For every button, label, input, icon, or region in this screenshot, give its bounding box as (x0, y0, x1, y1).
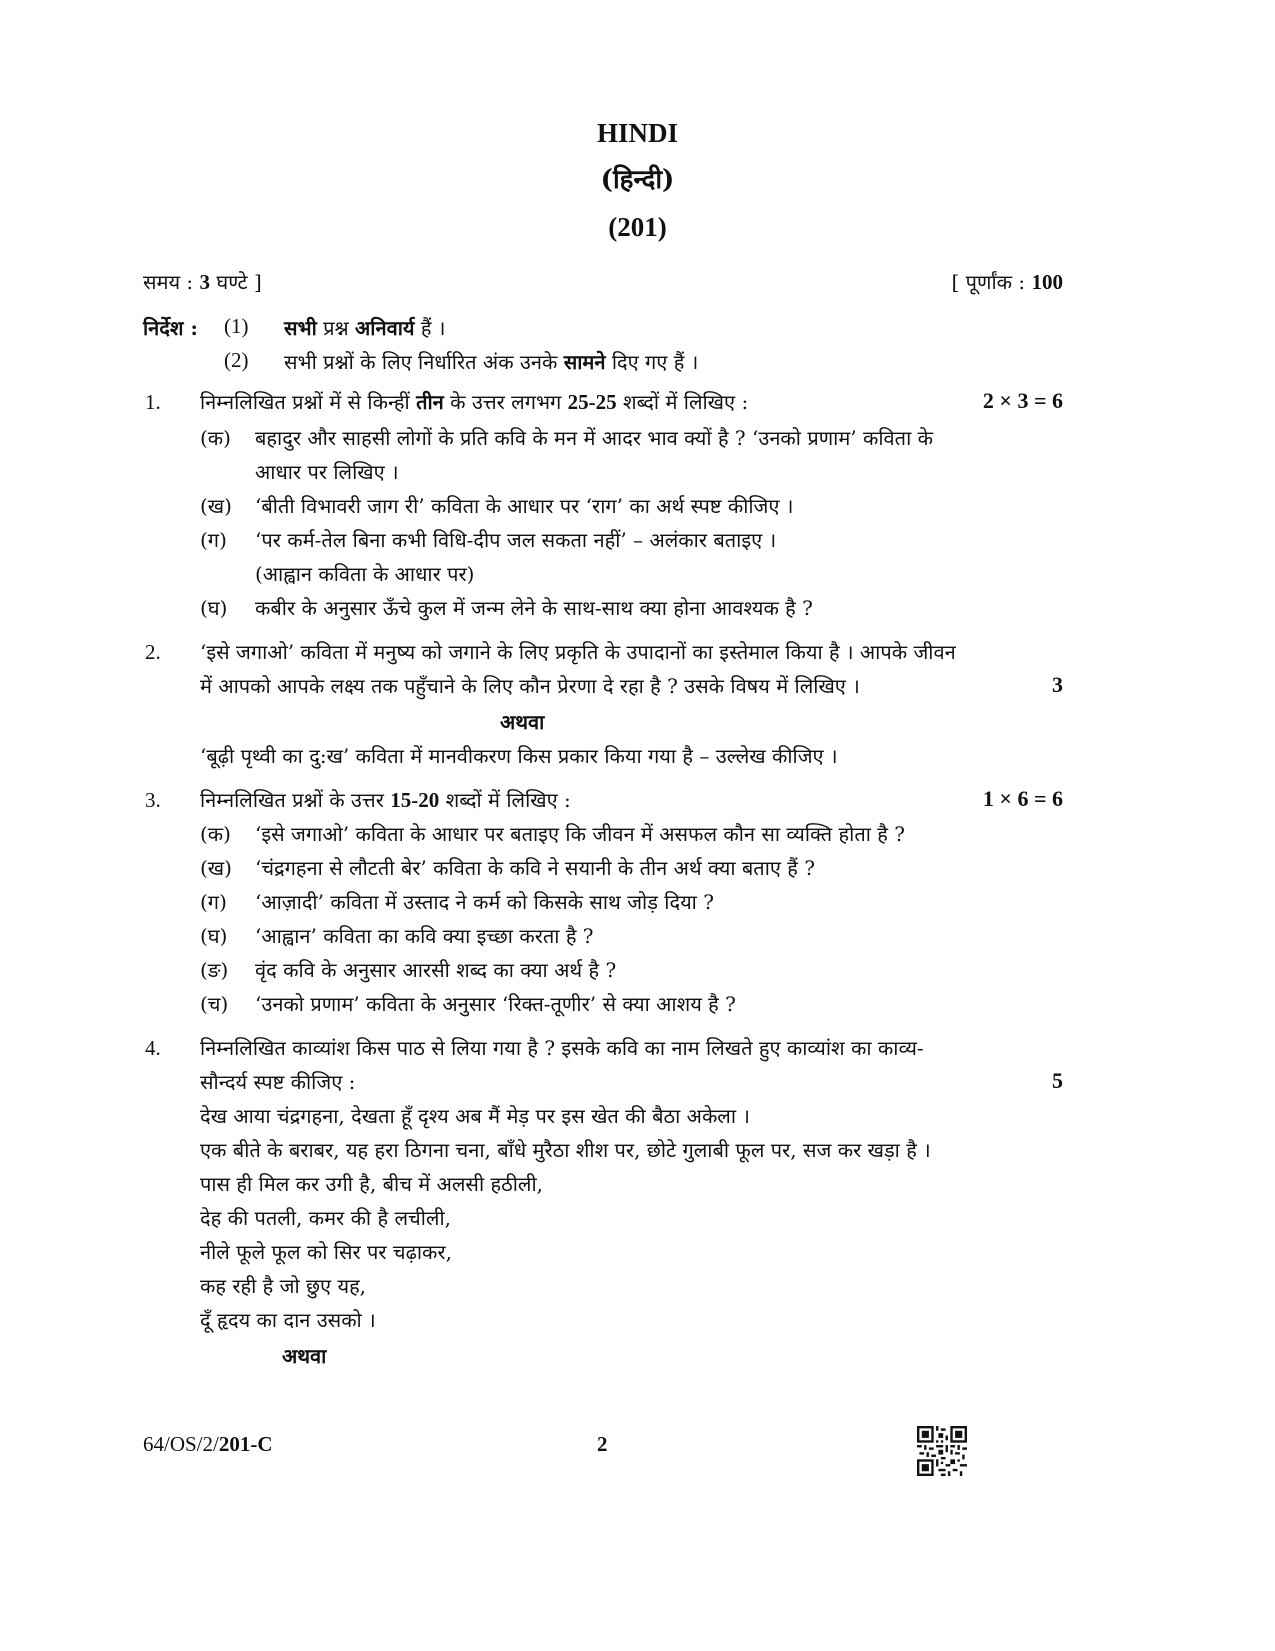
q1-part-label: (क) (200, 426, 231, 450)
q3-number: 3. (145, 788, 161, 812)
q3-stem-p1: निम्नलिखित प्रश्नों के उत्तर (200, 788, 391, 812)
q3-marks: 1 × 6 = 6 (982, 786, 1063, 811)
instruction-2-bold1: सामने (563, 350, 606, 374)
q3-part-label: (च) (200, 992, 229, 1016)
q1-stem-p3: शब्दों में लिखिए : (616, 390, 749, 414)
q2-text: में आपको आपके लक्ष्य तक पहुँचाने के लिए कौन प्रेरणा दे रहा है ? उसके विषय में लिखिए । (200, 674, 860, 698)
q1-stem-b2: 25-25 (567, 390, 617, 414)
q3-stem (200, 786, 571, 813)
instruction-1 (284, 314, 445, 341)
q3-stem-b1: 15-20 (390, 788, 440, 812)
poem-line: कह रही है जो छुए यह, (200, 1274, 367, 1298)
q1-part-text: आधार पर लिखिए । (255, 460, 399, 484)
q3-part-text: ‘चंद्रगहना से लौटती बेर’ कविता के कवि ने सयानी के तीन अर्थ क्या बताए हैं ? (255, 856, 815, 880)
q4-marks: 5 (1052, 1068, 1063, 1093)
q4-text: निम्नलिखित काव्यांश किस पाठ से लिया गया है ? इसके कवि का नाम लिखते हुए काव्यांश का काव्य- (200, 1036, 924, 1060)
paper-code-prefix: 64/OS/2/ (143, 1432, 219, 1456)
q1-stem-b1: तीन (416, 390, 444, 414)
instruction-1-text2: हैं । (414, 316, 446, 340)
q1-marks: 2 × 3 = 6 (982, 388, 1063, 413)
q1-stem-p2: के उत्तर लगभग (443, 390, 568, 414)
q1-part-text: ‘पर कर्म-तेल बिना कभी विधि-दीप जल सकता नहीं’ – अलंकार बताइए । (255, 528, 777, 552)
q3-stem-p2: शब्दों में लिखिए : (439, 788, 571, 812)
time-unit: घण्टे ] (216, 270, 262, 294)
instruction-1-bold2: अनिवार्य (355, 316, 415, 340)
q1-number: 1. (145, 390, 161, 414)
q3-part-text: ‘उनको प्रणाम’ कविता के अनुसार ‘रिक्त-तूणीर’ से क्या आशय है ? (255, 992, 736, 1016)
q2-or: अथवा (500, 710, 545, 734)
qr-code-icon (917, 1426, 967, 1476)
poem-line: दूँ हृदय का दान उसको । (200, 1308, 376, 1332)
instruction-1-bold1: सभी (284, 316, 317, 340)
q1-part-text: (आह्वान कविता के आधार पर) (255, 562, 475, 586)
paper-code (143, 1432, 273, 1457)
q2-alternative: ‘बूढ़ी पृथ्वी का दु:ख’ कविता में मानवीकरण किस प्रकार किया गया है – उल्लेख कीजिए । (200, 744, 838, 768)
q1-part-label: (ग) (200, 528, 227, 552)
paper-code-bold: 201-C (218, 1432, 273, 1456)
q3-part-label: (ग) (200, 890, 227, 914)
q3-part-label: (ख) (200, 856, 232, 880)
q4-or: अथवा (282, 1344, 327, 1368)
q2-number: 2. (145, 640, 161, 664)
instruction-2-text1: सभी प्रश्नों के लिए निर्धारित अंक उनके (284, 350, 564, 374)
instruction-2-num: (2) (224, 348, 249, 372)
q4-text: सौन्दर्य स्पष्ट कीजिए : (200, 1070, 356, 1094)
marks-value: 100 (1031, 270, 1063, 294)
q3-part-label: (क) (200, 822, 231, 846)
poem-line: पास ही मिल कर उगी है, बीच में अलसी हठीली, (200, 1172, 544, 1196)
q1-part-text: बहादुर और साहसी लोगों के प्रति कवि के मन में आदर भाव क्यों है ? ‘उनको प्रणाम’ कविता के (255, 426, 933, 450)
q1-part-text: कबीर के अनुसार ऊँचे कुल में जन्म लेने के साथ-साथ क्या होना आवश्यक है ? (255, 596, 813, 620)
q1-part-label: (ख) (200, 494, 232, 518)
q3-part-text: वृंद कवि के अनुसार आरसी शब्द का क्या अर्थ है ? (255, 958, 617, 982)
q1-part-text: ‘बीती विभावरी जाग री’ कविता के आधार पर ‘राग’ का अर्थ स्पष्ट कीजिए । (255, 494, 794, 518)
q3-part-label: (ङ) (200, 958, 229, 982)
instruction-2-text2: दिए गए हैं । (605, 350, 699, 374)
max-marks (952, 268, 1063, 295)
poem-line: देख आया चंद्रगहना, देखता हूँ दृश्य अब मैं मेड़ पर इस खेत की बैठा अकेला । (200, 1104, 750, 1128)
page-number: 2 (597, 1432, 608, 1456)
q1-stem-p1: निम्नलिखित प्रश्नों में से किन्हीं (200, 390, 417, 414)
time-label: समय : (143, 270, 194, 294)
subject-title-hi: (हिन्दी) (600, 165, 675, 195)
subject-title-en: HINDI (596, 118, 678, 148)
q2-text: ‘इसे जगाओ’ कविता में मनुष्य को जगाने के लिए प्रकृति के उपादानों का इस्तेमाल किया है । आपके जीवन (200, 640, 956, 664)
instruction-1-num: (1) (224, 314, 249, 338)
q3-part-text: ‘आज़ादी’ कविता में उस्ताद ने कर्म को किसके साथ जोड़ दिया ? (255, 890, 714, 914)
time-allowed (143, 268, 262, 295)
subject-code: (201) (608, 212, 667, 242)
time-value: 3 (199, 270, 211, 294)
poem-line: देह की पतली, कमर की है लचीली, (200, 1206, 451, 1230)
instructions-label: निर्देश : (143, 316, 198, 340)
instruction-2 (284, 348, 698, 375)
q1-stem (200, 388, 748, 415)
marks-label: [ पूर्णांक : (951, 270, 1026, 294)
instruction-1-text1: प्रश्न (316, 316, 356, 340)
q3-part-text: ‘आह्वान’ कविता का कवि क्या इच्छा करता है ? (255, 924, 594, 948)
q3-part-text: ‘इसे जगाओ’ कविता के आधार पर बताइए कि जीवन में असफल कौन सा व्यक्ति होता है ? (255, 822, 905, 846)
q3-part-label: (घ) (200, 924, 228, 948)
poem-line: नीले फूले फूल को सिर पर चढ़ाकर, (200, 1240, 452, 1264)
q2-marks: 3 (1052, 672, 1063, 697)
q4-number: 4. (145, 1036, 161, 1060)
q1-part-label: (घ) (200, 596, 228, 620)
poem-line: एक बीते के बराबर, यह हरा ठिगना चना, बाँधे मुरैठा शीश पर, छोटे गुलाबी फूल पर, सज कर खड़ा है । (200, 1138, 931, 1162)
